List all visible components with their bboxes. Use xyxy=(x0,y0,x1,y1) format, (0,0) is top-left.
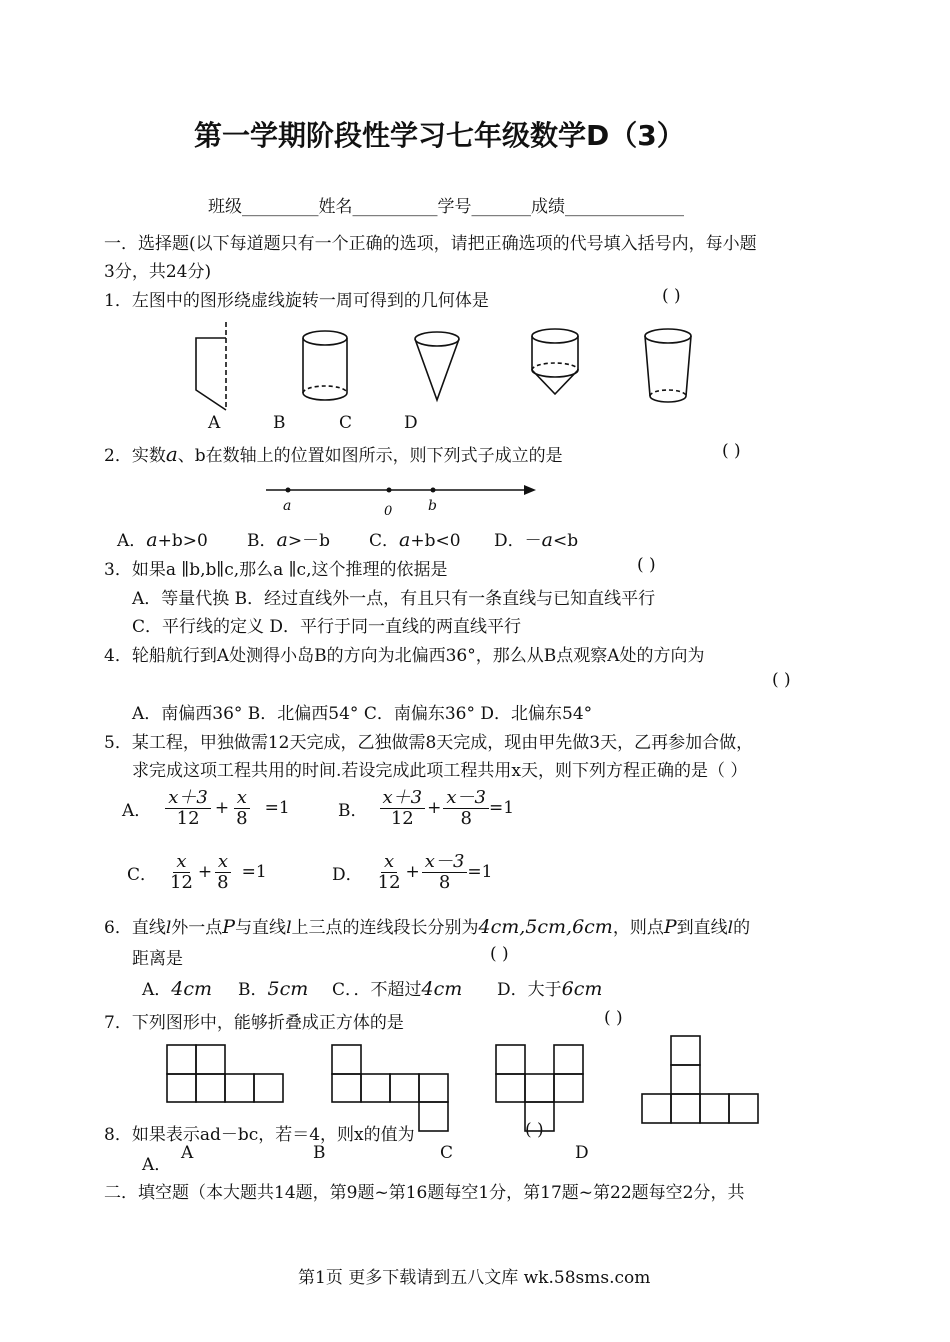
q2-text: 2．实数a、b在数轴上的位置如图所示，则下列式子成立的是 xyxy=(104,442,563,466)
number-line-label-0: 0 xyxy=(384,504,393,519)
q6-answer-paren: ( ) xyxy=(490,944,509,964)
q6-text: 6．直线l外一点P与直线l上三点的连线段长分别为4cm,5cm,6cm，则点P到直线l的 xyxy=(104,916,751,938)
section1-heading: 一．选择题(以下每道题只有一个正确的选项，请把正确选项的代号填入括号内，每小题 xyxy=(104,234,757,254)
q7-net-d xyxy=(642,1036,758,1123)
q2-option-d: D．－a<b xyxy=(494,529,579,551)
q4-options: A．南偏西36° B．北偏西54° C．南偏东36° D．北偏东54° xyxy=(132,704,593,724)
number-line-label-a: a xyxy=(283,498,292,514)
q5-option-a: A． $\frac{x+3}{12}$ + $\frac{x}{8}$ =1 xyxy=(122,787,290,829)
q7-option-d: D xyxy=(575,1143,589,1163)
q4-text: 4．轮船航行到A处测得小岛B的方向为北偏西36°，那么从B点观察A处的方向为 xyxy=(104,646,705,666)
q8-answer-paren: ( ) xyxy=(525,1120,544,1140)
q5-option-b: B． $\frac{x+3}{12}$ + $\frac{x-3}{8}$ =1 xyxy=(338,787,515,829)
q2-answer-paren: ( ) xyxy=(722,441,741,461)
q7-option-a: A xyxy=(181,1143,194,1163)
q1-option-a: A xyxy=(208,413,221,433)
q5-text: 5．某工程，甲独做需12天完成，乙独做需8天完成，现由甲先做3天，乙再参加合做， xyxy=(104,733,754,753)
q6-option-a: A．4cm xyxy=(142,978,213,1000)
q1-answer-paren: ( ) xyxy=(662,286,681,306)
q5-option-d: D． $\frac{x}{12}$ + $\frac{x-3}{8}$ =1 xyxy=(332,851,493,893)
q7-option-c: C xyxy=(440,1143,454,1163)
q7-net-b xyxy=(332,1045,448,1131)
q7-answer-paren: ( ) xyxy=(604,1008,623,1028)
q4-answer-paren: ( ) xyxy=(772,670,791,690)
q2-option-b: B．a>－b xyxy=(247,529,330,551)
q6-option-d: D．大于6cm xyxy=(497,978,603,1000)
q8-text: 8．如果表示ad－bc，若＝4，则x的值为 xyxy=(104,1125,415,1145)
q1-option-c: C xyxy=(339,413,353,433)
q6-option-c: C．．不超过4cm xyxy=(332,978,463,1000)
section1-heading-cont: 3分，共24分) xyxy=(104,262,212,282)
q1-option-d: D xyxy=(404,413,418,433)
student-info-line: 班级_________姓名__________学号_______成绩______________ xyxy=(208,197,684,217)
q8-option-a: A． xyxy=(142,1155,172,1175)
number-line-label-b: b xyxy=(428,498,437,514)
q3-options-ab: A．等量代换 B．经过直线外一点，有且只有一条直线与已知直线平行 xyxy=(132,589,656,609)
q7-net-a xyxy=(167,1045,283,1102)
q5-text-cont: 求完成这项工程共用的时间.若设完成此项工程共用x天，则下列方程正确的是（ ） xyxy=(132,761,748,781)
q3-text: 3．如果a ∥b,b∥c,那么a ∥c,这个推理的依据是 xyxy=(104,560,448,580)
q3-answer-paren: ( ) xyxy=(637,555,656,575)
page-footer: 第1页 更多下载请到五八文库 wk.58sms.com xyxy=(298,1268,651,1288)
q7-text: 7．下列图形中，能够折叠成正方体的是 xyxy=(104,1013,404,1033)
q1-option-b: B xyxy=(273,413,286,433)
q2-option-a: A．a+b>0 xyxy=(117,529,208,551)
q5-option-c: C． $\frac{x}{12}$ + $\frac{x}{8}$ =1 xyxy=(127,851,267,893)
page-title: 第一学期阶段性学习七年级数学D（3） xyxy=(194,119,685,152)
q7-net-c xyxy=(496,1045,583,1131)
section2-heading: 二．填空题（本大题共14题，第9题~第16题每空1分，第17题~第22题每空2分，共 xyxy=(104,1183,745,1203)
q6-option-b: B．5cm xyxy=(238,978,309,1000)
q1-text: 1．左图中的图形绕虚线旋转一周可得到的几何体是 xyxy=(104,291,489,311)
q7-option-b: B xyxy=(313,1143,326,1163)
q3-options-cd: C．平行线的定义 D．平行于同一直线的两直线平行 xyxy=(132,617,522,637)
q6-text-cont: 距离是 xyxy=(132,949,183,969)
q2-option-c: C．a+b<0 xyxy=(369,529,461,551)
